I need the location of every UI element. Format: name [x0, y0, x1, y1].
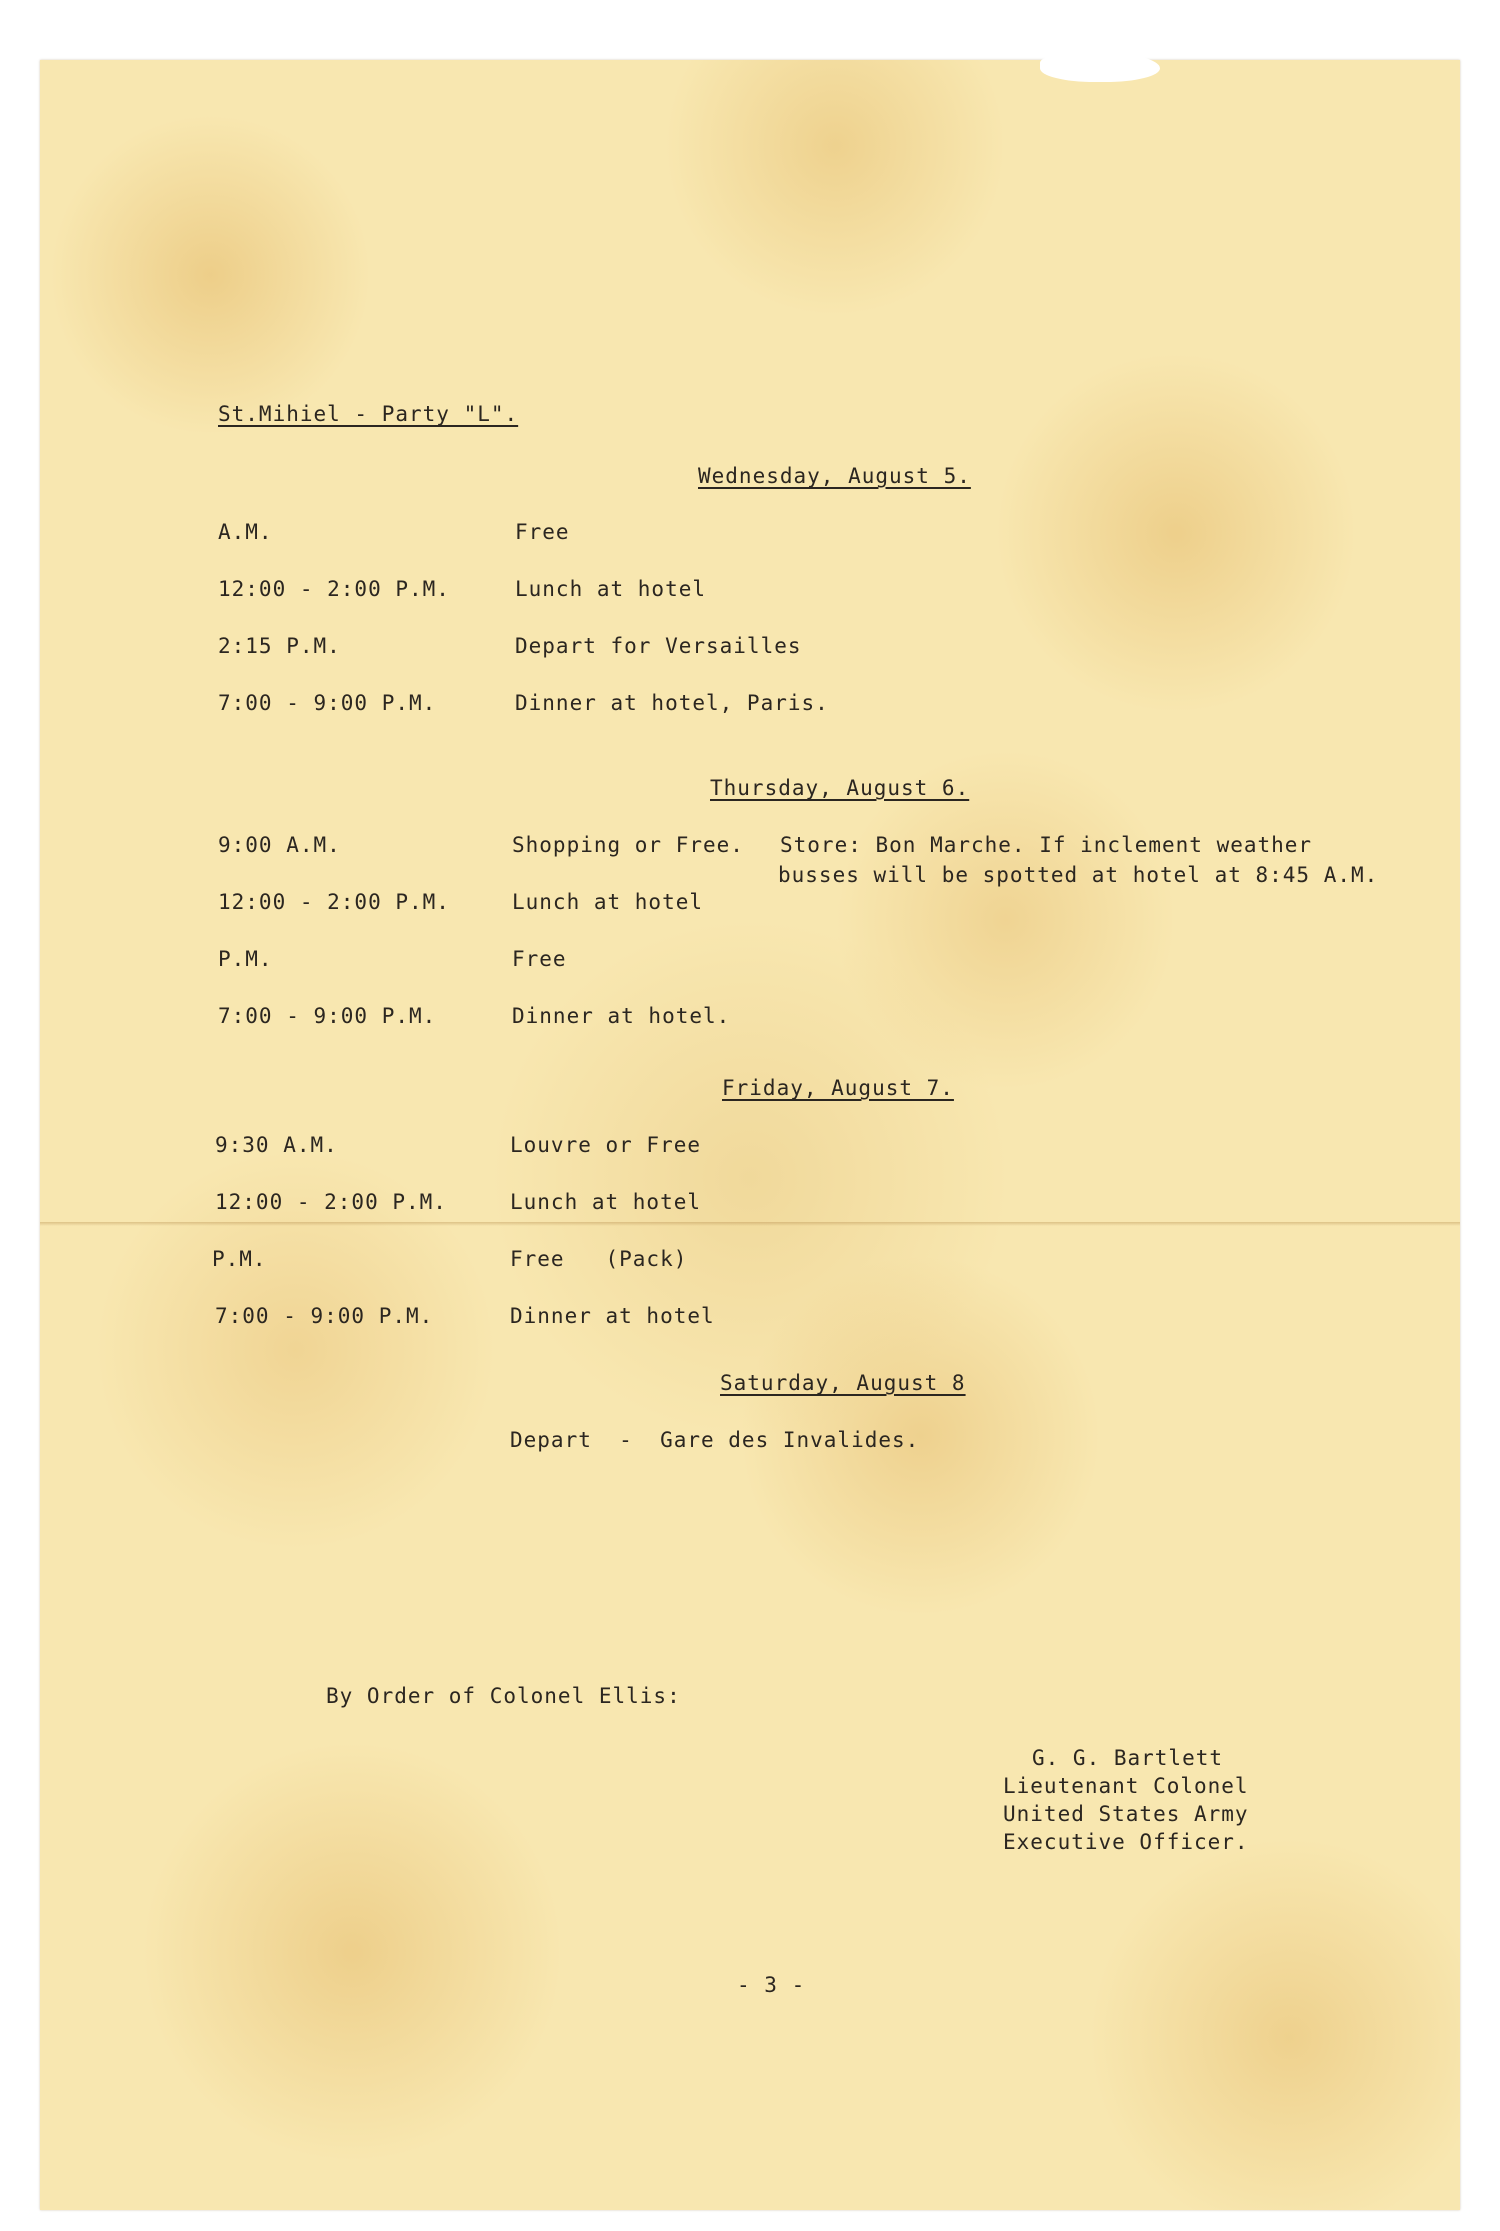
schedule-activity: Free (Pack): [510, 1247, 688, 1271]
schedule-time: 7:00 - 9:00 P.M.: [218, 1004, 437, 1028]
schedule-activity: Lunch at hotel: [510, 1190, 702, 1214]
day-heading-saturday: Saturday, August 8: [720, 1371, 966, 1395]
schedule-time: 7:00 - 9:00 P.M.: [218, 691, 437, 715]
schedule-time: 9:00 A.M.: [218, 833, 341, 857]
schedule-activity: Dinner at hotel, Paris.: [515, 691, 829, 715]
schedule-activity: Lunch at hotel: [515, 577, 707, 601]
schedule-activity: Lunch at hotel: [512, 890, 704, 914]
schedule-time: A.M.: [218, 520, 273, 544]
schedule-time: P.M.: [212, 1247, 267, 1271]
day-heading-friday: Friday, August 7.: [722, 1076, 954, 1100]
signature-name: G. G. Bartlett: [1032, 1746, 1224, 1770]
schedule-time: 7:00 - 9:00 P.M.: [215, 1304, 434, 1328]
day-heading-thursday: Thursday, August 6.: [710, 776, 970, 800]
schedule-activity: Depart - Gare des Invalides.: [510, 1428, 920, 1452]
schedule-time: 12:00 - 2:00 P.M.: [218, 890, 450, 914]
document-heading: St.Mihiel - Party "L".: [218, 402, 519, 426]
schedule-activity: Louvre or Free: [510, 1133, 702, 1157]
schedule-note: Store: Bon Marche. If inclement weather: [780, 833, 1313, 857]
schedule-time: 2:15 P.M.: [218, 634, 341, 658]
page-number: - 3 -: [737, 1973, 806, 1997]
schedule-activity: Free: [512, 947, 567, 971]
schedule-activity: Depart for Versailles: [515, 634, 802, 658]
fold-crease: [40, 1222, 1460, 1226]
torn-edge: [1040, 52, 1160, 82]
schedule-note: busses will be spotted at hotel at 8:45 A.M.: [778, 863, 1379, 887]
signature-title: Executive Officer.: [1003, 1830, 1249, 1854]
schedule-time: P.M.: [218, 947, 273, 971]
schedule-time: 12:00 - 2:00 P.M.: [215, 1190, 447, 1214]
schedule-time: 12:00 - 2:00 P.M.: [218, 577, 450, 601]
signature-branch: United States Army: [1003, 1802, 1249, 1826]
signature-rank: Lieutenant Colonel: [1003, 1774, 1249, 1798]
schedule-activity: Free: [515, 520, 570, 544]
schedule-activity: Shopping or Free.: [512, 833, 744, 857]
schedule-activity: Dinner at hotel.: [512, 1004, 731, 1028]
order-line: By Order of Colonel Ellis:: [326, 1684, 681, 1708]
day-heading-wednesday: Wednesday, August 5.: [698, 464, 971, 488]
schedule-activity: Dinner at hotel: [510, 1304, 715, 1328]
schedule-time: 9:30 A.M.: [215, 1133, 338, 1157]
